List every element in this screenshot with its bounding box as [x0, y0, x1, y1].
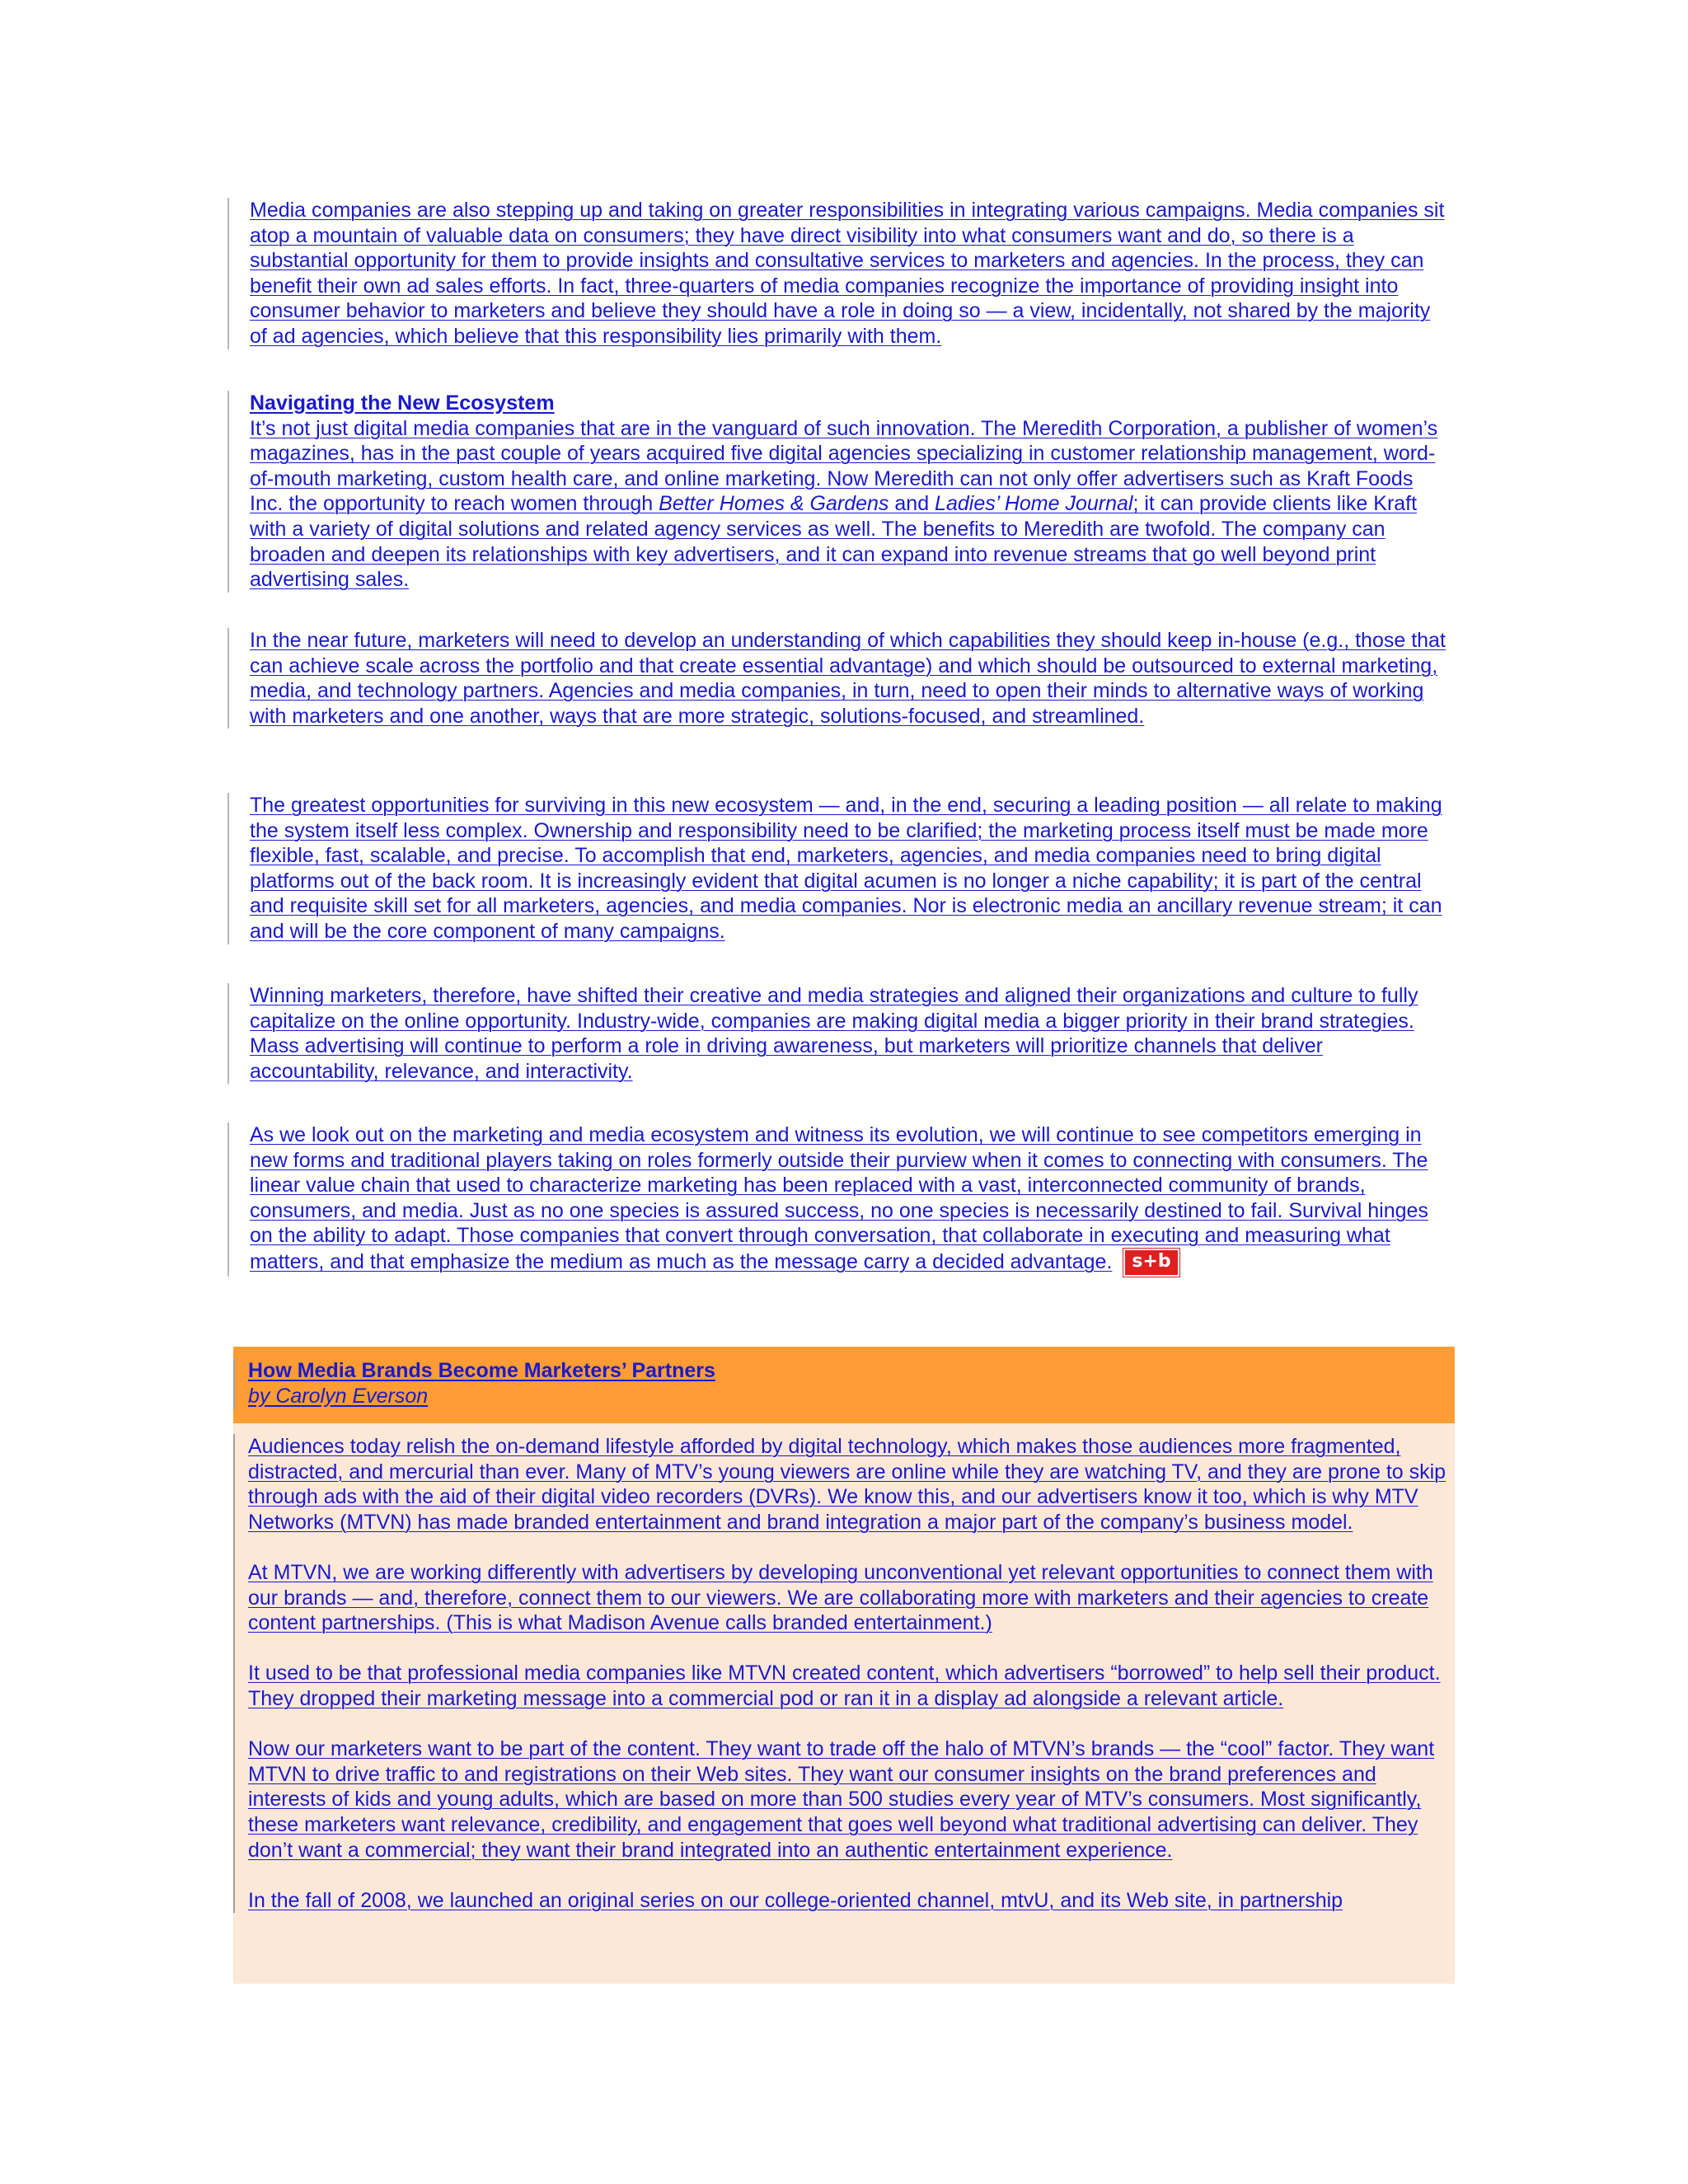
sidebar-paragraph[interactable]: In the fall of 2008, we launched an original series on our college-oriented channel, mtvU, and its Web site, in partnership [248, 1888, 1343, 1912]
meredith-text-and: and [889, 492, 935, 516]
meredith-text-part2: ; it can provide clients like Kraft with a variety of digital solutions and related agency services as well. The benefits to Meredith are twofold. The company can broaden and deepen its relationships with key advertisers, and it can expand into revenue streams that go well beyond print advertising sales. [250, 492, 1418, 592]
article-block-greatest [227, 793, 1447, 944]
meredith-text-part1: It’s not just digital media companies that are in the vanguard of such innovation. The Meredith Corporation, a publisher of women’s magazines, has in the past couple of years acquired five digital agencies specializing in customer relationship management, word-of-mouth marketing, custom health care, and online marketing. Now Meredith can not only offer advertisers such as Kraft Foods Inc. the opportunity to reach women through [250, 416, 1438, 516]
closing-text: As we look out on the marketing and media ecosystem and witness its evolution, we will continue to see competitors emerging in new forms and traditional players taking on roles formerly outside their purview when it comes to connecting with consumers. The linear value chain that used to characterize marketing has been replaced with a vast, interconnected community of brands, consumers, and media. Just as no one species is assured success, no one species is necessarily destined to fail. Survival hinges on the ability to adapt. Those companies that convert through conversation, that collaborate in executing and measuring what matters, and that emphasize the medium as much as the message carry a decided advantage. [250, 1123, 1428, 1273]
article-block-intro [227, 198, 1447, 349]
sidebar-title[interactable]: How Media Brands Become Marketers’ Partners [248, 1359, 715, 1382]
magazine-title-lhj: Ladies’ Home Journal [935, 492, 1133, 516]
paragraph-closing[interactable] [250, 1122, 1447, 1277]
sidebar-content [233, 1434, 1455, 1913]
sidebar-paragraph[interactable]: Now our marketers want to be part of the content. They want to trade off the halo of MTVN’s brands — the “cool” factor. They want MTVN to drive traffic to and registrations on their Web sites. They want our consumer insights on the brand preferences and interests of kids and young adults, which are based on more than 500 studies every year of MTV’s consumers. Most significantly, these marketers want relevance, credibility, and engagement that goes well beyond what traditional advertising can deliver. They don’t want a commercial; they want their brand integrated into an authentic entertainment experience. [248, 1737, 1435, 1862]
sidebar-paragraph[interactable]: It used to be that professional media companies like MTVN created content, which advertisers “borrowed” to help sell their product. They dropped their marketing message into a commercial pod or ran it in a display ad alongside a relevant article. [248, 1661, 1441, 1710]
paragraph-winning-marketers[interactable]: Winning marketers, therefore, have shifted their creative and media strategies and aligned their organizations and culture to fully capitalize on the online opportunity. Industry-wide, companies are making digital media a bigger priority in their brand strategies. Mass advertising will continue to perform a role in driving awareness, but marketers will prioritize channels that deliver accountability, relevance, and interactivity. [250, 984, 1418, 1083]
sidebar-byline[interactable]: by Carolyn Everson [248, 1385, 429, 1408]
sb-logo-icon: s+b [1123, 1249, 1179, 1277]
sidebar-paragraph[interactable]: At MTVN, we are working differently with advertisers by developing unconventional yet relevant opportunities to connect them with our brands — and, therefore, connect them to our viewers. We are collaborating more with marketers and their agencies to create content partnerships. (This is what Madison Avenue calls branded entertainment.) [248, 1560, 1433, 1635]
paragraph-greatest-opportunities[interactable]: The greatest opportunities for surviving in this new ecosystem — and, in the end, securing a leading position — all relate to making the system itself less complex. Ownership and responsibility need to be clarified; the marketing process itself must be made more flexible, fast, scalable, and precise. To accomplish that end, marketers, agencies, and media companies need to bring digital platforms out of the back room. It is increasingly evident that digital acumen is no longer a niche capability; it is part of the central and requisite skill set for all marketers, agencies, and media companies. Nor is electronic media an ancillary revenue stream; it can and will be the core component of many campaigns. [250, 794, 1442, 943]
paragraph-near-future[interactable]: In the near future, marketers will need to develop an understanding of which capabilities they should keep in-house (e.g., those that can achieve scale across the portfolio and that create essential advantage) and which should be outsourced to external marketing, media, and technology partners. Agencies and media companies, in turn, need to open their minds to alternative ways of working with marketers and one another, ways that are more strategic, solutions-focused, and streamlined. [250, 629, 1446, 728]
magazine-title-bhg: Better Homes & Gardens [659, 492, 889, 516]
sidebar-title-block [233, 1358, 1455, 1409]
article-block-closing [227, 1122, 1447, 1277]
sidebar-paragraph[interactable]: Audiences today relish the on-demand lifestyle afforded by digital technology, which makes those audiences more fragmented, distracted, and mercurial than ever. Many of MTV’s young viewers are online while they are watching TV, and they are prone to skip through ads with the aid of their digital video recorders (DVRs). We know this, and our advertisers know it too, which is why MTV Networks (MTVN) has made branded entertainment and brand integration a major part of the company’s business model. [248, 1435, 1447, 1534]
article-block-near-future [227, 628, 1447, 729]
article-block-navigating [227, 391, 1447, 593]
article-block-winning [227, 983, 1447, 1084]
paragraph-meredith[interactable] [250, 416, 1447, 593]
section-heading[interactable]: Navigating the New Ecosystem [250, 391, 555, 415]
paragraph-media-responsibilities[interactable]: Media companies are also stepping up and taking on greater responsibilities in integrating various campaigns. Media companies sit atop a mountain of valuable data on consumers; they have direct visibility into what consumers want and do, so there is a substantial opportunity for them to provide insights and consultative services to marketers and agencies. In the process, they can benefit their own ad sales efforts. In fact, three-quarters of media companies recognize the importance of providing insight into consumer behavior to marketers and believe they should have a role in doing so — a view, incidentally, not shared by the majority of ad agencies, which believe that this responsibility lies primarily with them. [250, 199, 1445, 348]
